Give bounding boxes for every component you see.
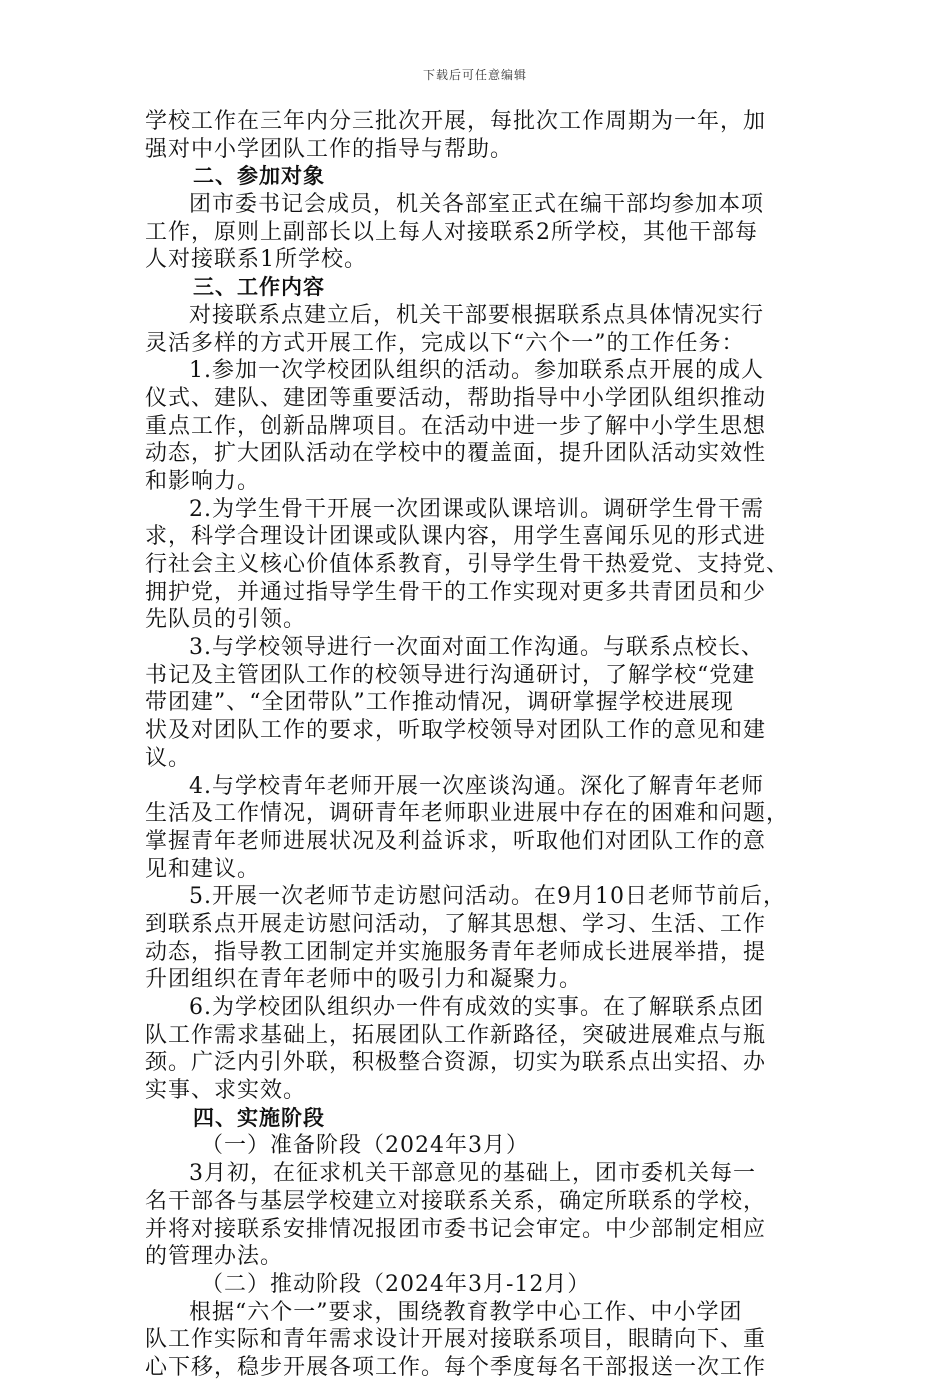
paragraph-line: 心下移，稳步开展各项工作。每个季度每名干部报送一次工作 <box>145 1354 767 1380</box>
paragraph-line: 议。 <box>145 745 192 771</box>
paragraph-line: 队工作需求基础上，拓展团队工作新路径，突破进展难点与瓶 <box>145 1022 767 1048</box>
document-body <box>145 108 805 1382</box>
paragraph-line: 名干部各与基层学校建立对接联系关系，确定所联系的学校， <box>145 1188 767 1214</box>
paragraph-line: 3月初，在征求机关干部意见的基础上，团市委机关每一 <box>189 1161 756 1187</box>
paragraph-line: 的管理办法。 <box>145 1244 284 1270</box>
subsection-heading: （二）推动阶段（2024年3月-12月） <box>201 1271 591 1297</box>
paragraph-line: 生活及工作情况，调研青年老师职业进展中存在的困难和问题， <box>145 801 790 827</box>
paragraph-line: 掌握青年老师进展状况及利益诉求，听取他们对团队工作的意 <box>145 828 767 854</box>
paragraph-line: 灵活多样的方式开展工作，完成以下“六个一”的工作任务： <box>145 330 745 356</box>
paragraph-line: 1.参加一次学校团队组织的活动。参加联系点开展的成人 <box>189 358 764 384</box>
paragraph-line: 求，科学合理设计团课或队课内容，用学生喜闻乐见的形式进 <box>145 524 767 550</box>
paragraph-line: 根据“六个一”要求，围绕教育教学中心工作、中小学团 <box>189 1299 743 1325</box>
paragraph-line: 拥护党，并通过指导学生骨干的工作实现对更多共青团员和少 <box>145 579 767 605</box>
paragraph-line: 学校工作在三年内分三批次开展，每批次工作周期为一年，加 <box>145 109 767 134</box>
header-note: 下载后可任意编辑 <box>422 68 527 82</box>
section-heading: 三、工作内容 <box>193 275 325 300</box>
paragraph-line: 工作，原则上副部长以上每人对接联系2所学校，其他干部每 <box>145 219 758 245</box>
section-heading: 二、参加对象 <box>193 164 325 189</box>
paragraph-line: 书记及主管团队工作的校领导进行沟通研讨，了解学校“党建 <box>145 662 756 688</box>
paragraph-line: 对接联系点建立后，机关干部要根据联系点具体情况实行 <box>189 302 765 328</box>
paragraph-line: 6.为学校团队组织办一件有成效的实事。在了解联系点团 <box>189 995 764 1020</box>
paragraph-line: 行社会主义核心价值体系教育，引导学生骨干热爱党、支持党、 <box>145 552 790 577</box>
paragraph-line: 到联系点开展走访慰问活动，了解其思想、学习、生活、工作 <box>145 911 767 937</box>
paragraph-line: 实事、求实效。 <box>145 1078 307 1104</box>
paragraph-line: 强对中小学团队工作的指导与帮助。 <box>145 136 514 162</box>
paragraph-line: 动态，扩大团队活动在学校中的覆盖面，提升团队活动实效性 <box>145 441 767 467</box>
paragraph-line: 带团建”、“全团带队”工作推动情况，调研掌握学校进展现 <box>145 690 734 716</box>
paragraph-line: 队工作实际和青年需求设计开展对接联系项目，眼睛向下、重 <box>145 1327 767 1353</box>
paragraph-line: 人对接联系1所学校。 <box>145 247 367 273</box>
paragraph-line: 重点工作，创新品牌项目。在活动中进一步了解中小学生思想 <box>145 413 767 439</box>
paragraph-line: 5.开展一次老师节走访慰问活动。在9月10日老师节前后， <box>189 884 786 910</box>
subsection-heading: （一）准备阶段（2024年3月） <box>201 1133 529 1159</box>
paragraph-line: 3.与学校领导进行一次面对面工作沟通。与联系点校长、 <box>189 635 764 661</box>
paragraph-line: 升团组织在青年老师中的吸引力和凝聚力。 <box>145 967 583 993</box>
paragraph-line: 状及对团队工作的要求，听取学校领导对团队工作的意见和建 <box>145 718 767 744</box>
paragraph-line: 团市委书记会成员，机关各部室正式在编干部均参加本项 <box>189 192 765 218</box>
paragraph-line: 2.为学生骨干开展一次团课或队课培训。调研学生骨干需 <box>189 496 764 522</box>
section-heading: 四、实施阶段 <box>193 1105 325 1130</box>
paragraph-line: 先队员的引领。 <box>145 607 307 633</box>
paragraph-line: 并将对接联系安排情况报团市委书记会审定。中少部制定相应 <box>145 1216 767 1242</box>
paragraph-line: 见和建议。 <box>145 856 261 882</box>
paragraph-line: 和影响力。 <box>145 468 261 494</box>
paragraph-line: 动态，指导教工团制定并实施服务青年老师成长进展举措，提 <box>145 939 767 965</box>
paragraph-line: 仪式、建队、建团等重要活动，帮助指导中小学团队组织推动 <box>145 385 767 411</box>
paragraph-line: 4.与学校青年老师开展一次座谈沟通。深化了解青年老师 <box>189 773 764 799</box>
paragraph-line: 颈。广泛内引外联，积极整合资源，切实为联系点出实招、办 <box>145 1050 767 1076</box>
